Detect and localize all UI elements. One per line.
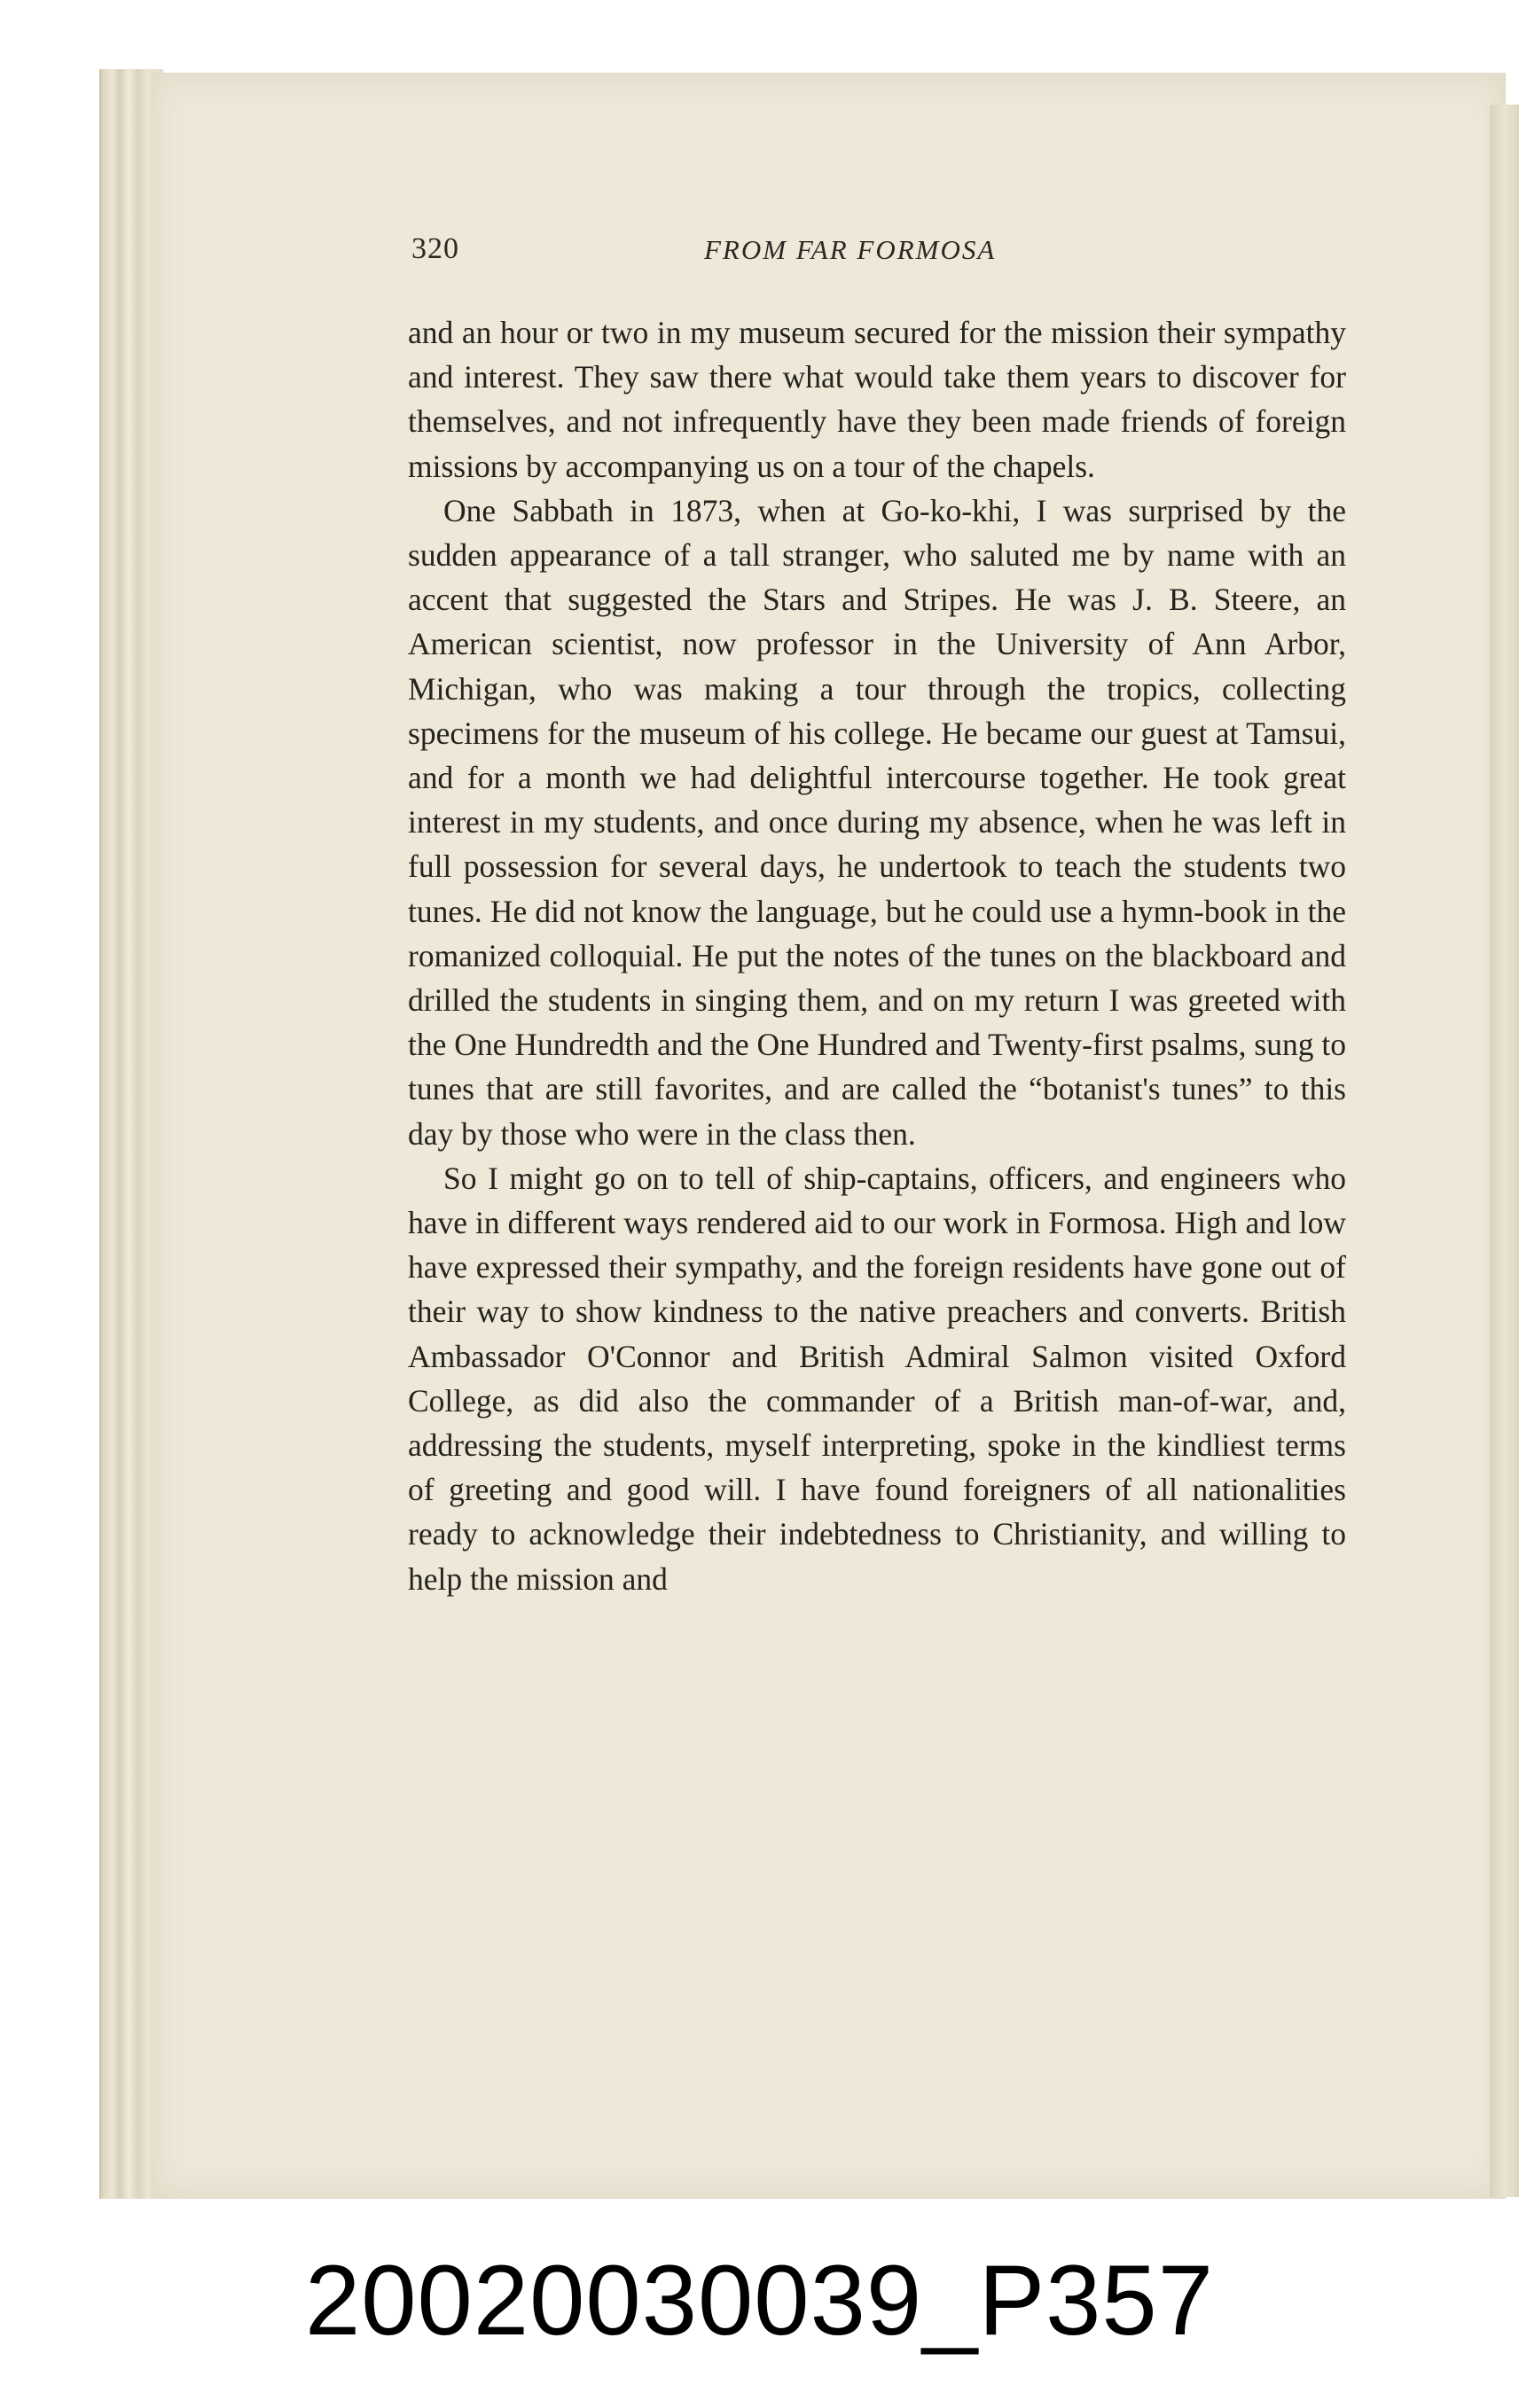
page-number: 320 <box>411 232 459 265</box>
running-title: FROM FAR FORMOSA <box>704 234 997 265</box>
image-caption: 20020030039_P357 <box>304 2245 1215 2356</box>
facing-page-edge <box>1490 105 1519 2197</box>
paragraph-2: One Sabbath in 1873, when at Go-ko-khi, I was surprised by the sudden appearance of a tall stranger, who saluted me by name with an accent that suggested the Stars and Stripes. He was J. B. Steere, an American scientist, now professor in the University of Ann Arbor, Michigan, who was making a tour through the tropics, collecting specimens for the museum of his college. He became our guest at Tamsui, and for a month we had delightful intercourse together. He took great interest in my students, and once during my absence, when he was left in full possession for several days, he undertook to teach the students two tunes. He did not know the language, but he could use a hymn-book in the romanized colloquial. He put the notes of the tunes on the blackboard and drilled the students in singing them, and on my return I was greeted with the One Hundredth and the One Hundred and Twenty-first psalms, sung to tunes that are still favorites, and are called the “botanist's tunes” to this day by those who were in the class then. <box>408 492 1346 1152</box>
paragraph-1: and an hour or two in my museum secured for the mission their sympathy and interest. They saw there what would take them years to discover for themselves, and not infrequently have they been made friends of foreign missions by accompanying us on a tour of the chapels. <box>408 315 1346 484</box>
body-text <box>408 310 1346 1601</box>
paragraph-3: So I might go on to tell of ship-captains, officers, and engineers who have in different ways rendered aid to our work in Formosa. High and low have expressed their sympathy, and the foreign residents have gone out of their way to show kindness to the native preachers and converts. British Ambassador O'Connor and British Admiral Salmon visited Oxford College, as did also the commander of a British man-of-war, and, addressing the students, myself interpreting, spoke in the kindliest terms of greeting and good will. I have found foreigners of all nationalities ready to acknowledge their indebtedness to Christianity, and willing to help the mission and <box>408 1160 1346 1597</box>
running-head <box>411 232 1343 277</box>
